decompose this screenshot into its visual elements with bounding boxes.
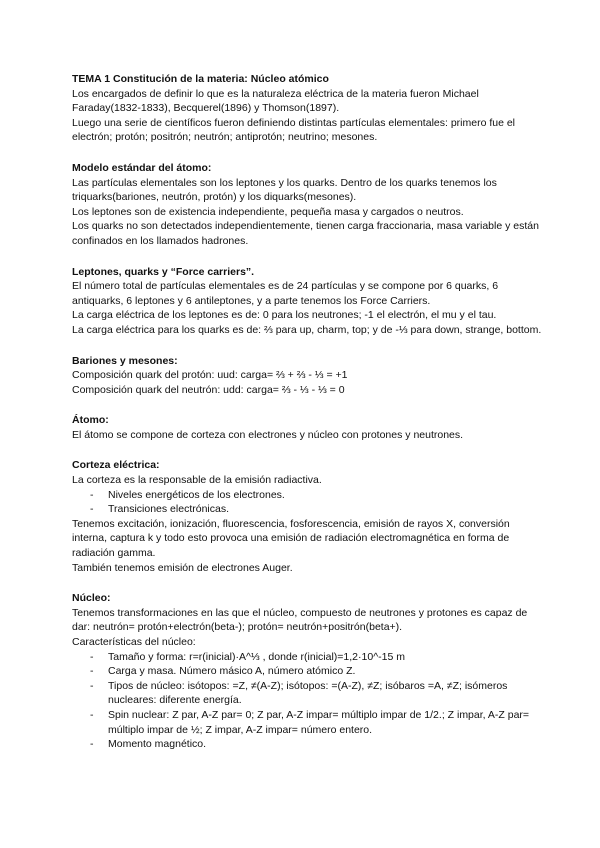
modelo-paragraph: Los leptones son de existencia independiente, pequeña masa y cargados o neutros.	[72, 205, 464, 218]
list-item: - Carga y masa. Número másico A, número atómico Z.	[90, 665, 356, 678]
corteza-paragraph: También tenemos emisión de electrones Auger.	[72, 561, 293, 574]
list-item: - Transiciones electrónicas.	[90, 503, 229, 516]
section-heading-corteza: Corteza eléctrica:	[72, 459, 160, 472]
section-heading-leptones: Leptones, quarks y “Force carriers”.	[72, 265, 255, 278]
list-item: - Momento magnético.	[90, 738, 207, 751]
intro-paragraph: Luego una serie de científicos fueron definiendo distintas partículas elementales: primero fue el electrón; protón; positrón; neutrón; antiprotón; neutrino; mesones.	[72, 116, 516, 144]
nucleo-paragraph: Tenemos transformaciones en las que el núcleo, compuesto de neutrones y protones es capaz de dar: neutrón= protón+electrón(beta-); protón= neutrón+positrón(beta+).	[72, 606, 528, 634]
intro-paragraph: Los encargados de definir lo que es la naturaleza eléctrica de la materia fueron Michael Faraday(1832-1833), Becquerel(1896) y Thomson(1897).	[72, 87, 479, 115]
modelo-paragraph: Las partículas elementales son los leptones y los quarks. Dentro de los quarks tenemos los triquarks(bariones, neutrón, protón) y los diquarks(mesones).	[72, 176, 497, 204]
modelo-paragraph: Los quarks no son detectados independientemente, tienen carga fraccionaria, masa variable y están confinados en los llamados hadrones.	[72, 220, 539, 247]
section-heading-atomo: Átomo:	[72, 414, 109, 427]
list-item: - Spin nuclear: Z par, A-Z par= 0; Z par, A-Z impar= múltiplo impar de 1/2.; Z impar, A-Z par= múltiplo impar de ½; Z impar, A-Z impar= número entero.	[90, 708, 530, 736]
nucleo-paragraph: Características del núcleo:	[72, 636, 196, 648]
section-heading-modelo: Modelo estándar del átomo:	[72, 161, 212, 174]
page-title: TEMA 1 Constitución de la materia: Núcleo atómico	[72, 73, 329, 85]
leptones-paragraph: La carga eléctrica de los leptones es de: 0 para los neutrones; -1 el electrón, el mu y el tau.	[72, 309, 497, 322]
corteza-paragraph: La corteza es la responsable de la emisión radiactiva.	[72, 474, 322, 487]
atomo-paragraph: El átomo se compone de corteza con electrones y núcleo con protones y neutrones.	[72, 428, 464, 441]
section-heading-nucleo: Núcleo:	[72, 592, 111, 605]
list-item: - Tipos de núcleo: isótopos: =Z, ≠(A-Z); isótopos: =(A-Z), ≠Z; isóbaros =A, ≠Z; isómeros nucleares: diferente energía.	[90, 679, 508, 707]
bariones-paragraph: Composición quark del protón: uud: carga= ⅔ + ⅔ - ⅓ = +1	[72, 369, 348, 382]
document-page	[72, 72, 542, 752]
list-item: - Niveles energéticos de los electrones.	[90, 488, 285, 501]
section-heading-bariones: Bariones y mesones:	[72, 354, 178, 367]
leptones-paragraph: El número total de partículas elementales es de 24 partículas y se compone por 6 quarks, 6 antiquarks, 6 leptones y 6 antileptones, y a parte tenemos los Force Carriers.	[72, 280, 499, 307]
list-item: - Tamaño y forma: r=r(inicial)·A^⅓ , donde r(inicial)=1,2·10^-15 m	[90, 650, 405, 663]
bariones-paragraph: Composición quark del neutrón: udd: carga= ⅔ - ⅓ - ⅓ = 0	[72, 383, 345, 396]
nucleo-list	[72, 650, 542, 752]
corteza-paragraph: Tenemos excitación, ionización, fluorescencia, fosforescencia, emisión de rayos X, conversión interna, captura k y todo esto provoca una emisión de radiación electromagnética en forma de radiación gamma.	[72, 517, 510, 560]
leptones-paragraph: La carga eléctrica para los quarks es de: ⅔ para up, charm, top; y de -⅓ para down, strange, bottom.	[72, 323, 542, 336]
corteza-list	[72, 488, 542, 517]
